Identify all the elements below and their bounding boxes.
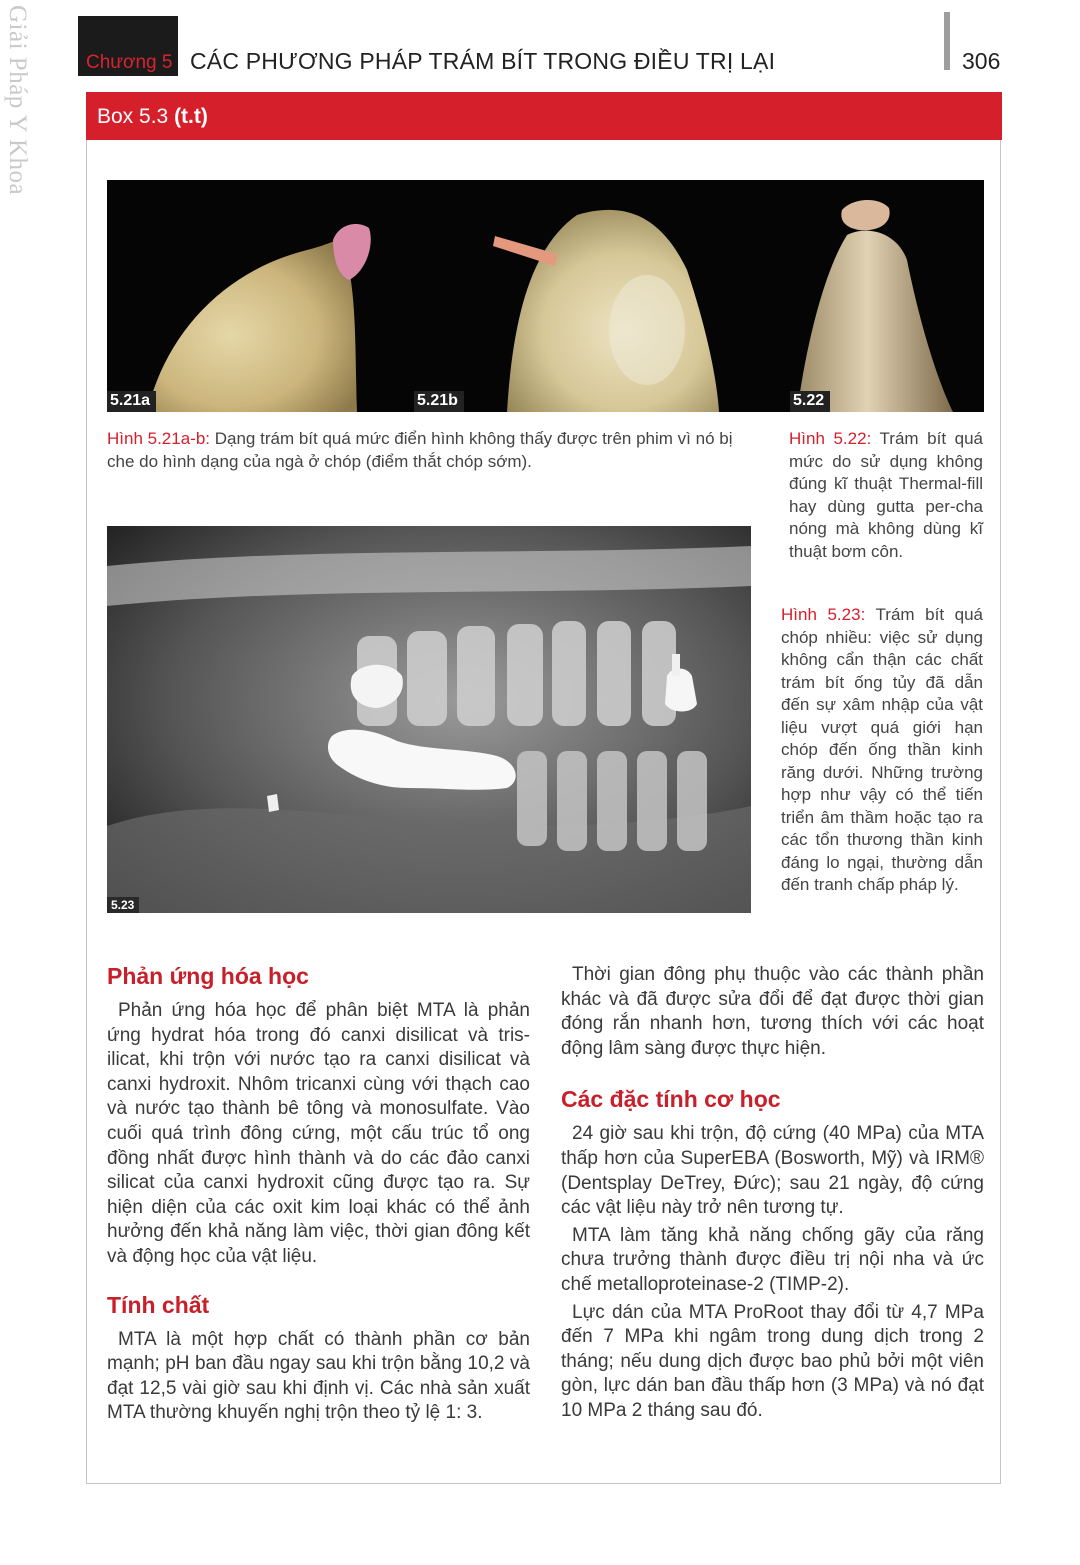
box-label xyxy=(97,105,208,129)
side-watermark xyxy=(0,4,34,196)
overfill-blob-5-22 xyxy=(841,200,889,230)
tooth-5-22 xyxy=(797,231,953,412)
lower-teeth xyxy=(517,751,707,851)
left-column xyxy=(107,962,530,1426)
overfill-material xyxy=(267,794,279,812)
box-label-bold: (t.t) xyxy=(174,105,208,128)
xray-figure-5-23 xyxy=(107,526,751,913)
caption-5-22-label: Hình 5.22: xyxy=(789,429,872,448)
caption-5-23 xyxy=(781,604,983,897)
header-divider xyxy=(944,12,950,70)
figure-plate-5-23: 5.23 xyxy=(107,897,139,913)
heading-mechanical-properties: Các đặc tính cơ học xyxy=(561,1086,781,1113)
figure-plate-5-21b: 5.21b xyxy=(414,391,464,412)
caption-5-21-label: Hình 5.21a-b: xyxy=(107,429,211,448)
caption-5-21 xyxy=(107,428,755,473)
post-pin xyxy=(672,654,680,676)
figure-plate-5-21a: 5.21a xyxy=(107,391,156,412)
tooth-photos xyxy=(107,180,984,412)
heading-properties: Tính chất xyxy=(107,1291,210,1318)
paragraph-bond-strength: Lực dán của MTA ProRoot thay đổi từ 4,7 MPa đến 7 MPa khi ngâm trong dung dịch trong 2 tháng; nếu dung dịch được bao phủ bởi một viên gòn, lực dán ban đầu thấp hơn (3 MPa) và nó đạt 10 MPa 2 tháng sau đó. xyxy=(561,1301,984,1421)
caption-5-23-text: Trám bít quá chóp nhiều: việc sử dụng không cẩn thận các chất trám bít ống tủy đã dẫn đến sự xâm nhập của vật liệu vượt quá giới hạn chóp đến ống thần kinh răng dưới. Những trường hợp như vậy có thể tiến triển âm thầm hoặc tạo ra các tổn thương thần kinh đáng lo ngại, thường dẫn đến tranh chấp pháp lý. xyxy=(781,605,983,894)
panoramic-xray xyxy=(107,526,751,913)
caption-5-21-text: Dạng trám bít quá mức điển hình không thấy được trên phim vì nó bị che do hình dạng của ngà ở chóp (điểm thắt chóp sớm). xyxy=(107,429,733,471)
paragraph-fracture-resistance: MTA làm tăng khả năng chống gãy của răng chưa trưởng thành được điều trị nội nha và ức chế metalloproteinase-2 (TIMP-2). xyxy=(561,1224,984,1295)
paragraph-hardness: 24 giờ sau khi trộn, độ cứng (40 MPa) của MTA thấp hơn của SuperEBA (Bosworth, Mỹ) và IRM® (Dentsplay DeTrey, Đức); sau 21 ngày, độ cứng các vật liệu này trở nên tương tự. xyxy=(561,1123,984,1219)
right-column xyxy=(561,963,984,1424)
chapter-title: CÁC PHƯƠNG PHÁP TRÁM BÍT TRONG ĐIỀU TRỊ LẠI xyxy=(190,48,776,74)
watermark-text: Giải Pháp Y Khoa xyxy=(4,4,31,196)
paragraph-properties: MTA là một hợp chất có thành phần cơ bản mạnh; pH ban đầu ngay sau khi trộn bằng 10,2 và đạt 12,5 vài giờ sau khi định vị. Các nhà sản xuất MTA thường khuyến nghị trộn theo tỷ lệ 1: 3. xyxy=(107,1328,530,1424)
page-number: 306 xyxy=(962,48,1001,74)
box-label-text: Box 5.3 xyxy=(97,105,169,128)
tooth-photo-strip xyxy=(107,180,984,412)
chapter-label: Chương 5 xyxy=(86,52,173,73)
caption-5-22-text: Trám bít quá mức do sử dụng không đúng kĩ thuật Thermal-fill hay dùng gutta per-cha nóng mà không dùng kĩ thuật bơm côn. xyxy=(789,429,983,561)
heading-chemical-reaction: Phản ứng hóa học xyxy=(107,963,309,989)
tooth-5-21a xyxy=(147,240,357,412)
paragraph-chemical-reaction: Phản ứng hóa học để phân biệt MTA là phản ứng hydrat hóa trong đó canxi disilicat và tris-ilicat, khi trộn với nước tạo ra canxi disilicat và canxi hydroxit. Nhôm tricanxi cùng với thạch cao và nước tạo thành bê tông và monosulfate. Vào cuối quá trình đông cứng, một cấu trúc tổ ong đồng nhất được hình thành và do các đảo canxi silicat của canxi hydroxit cũng được tạo ra. Sự hiện diện của các oxit kim loại khác có thể ảnh hưởng đến khả năng làm việc, thời gian đông kết và động học của vật liệu. xyxy=(107,1000,530,1267)
box-header xyxy=(86,92,1002,140)
figure-plate-5-22: 5.22 xyxy=(790,391,830,412)
tooth-5-21b-spot xyxy=(609,275,685,385)
chapter-tag xyxy=(78,16,178,76)
caption-5-23-label: Hình 5.23: xyxy=(781,605,866,624)
paragraph-setting-time: Thời gian đông phụ thuộc vào các thành phần khác và đã được sửa đổi để đạt được thời gian đóng rắn nhanh hơn, tương thích với các hoạt động lâm sàng được thực hiện. xyxy=(561,964,984,1059)
caption-5-22 xyxy=(789,428,983,563)
